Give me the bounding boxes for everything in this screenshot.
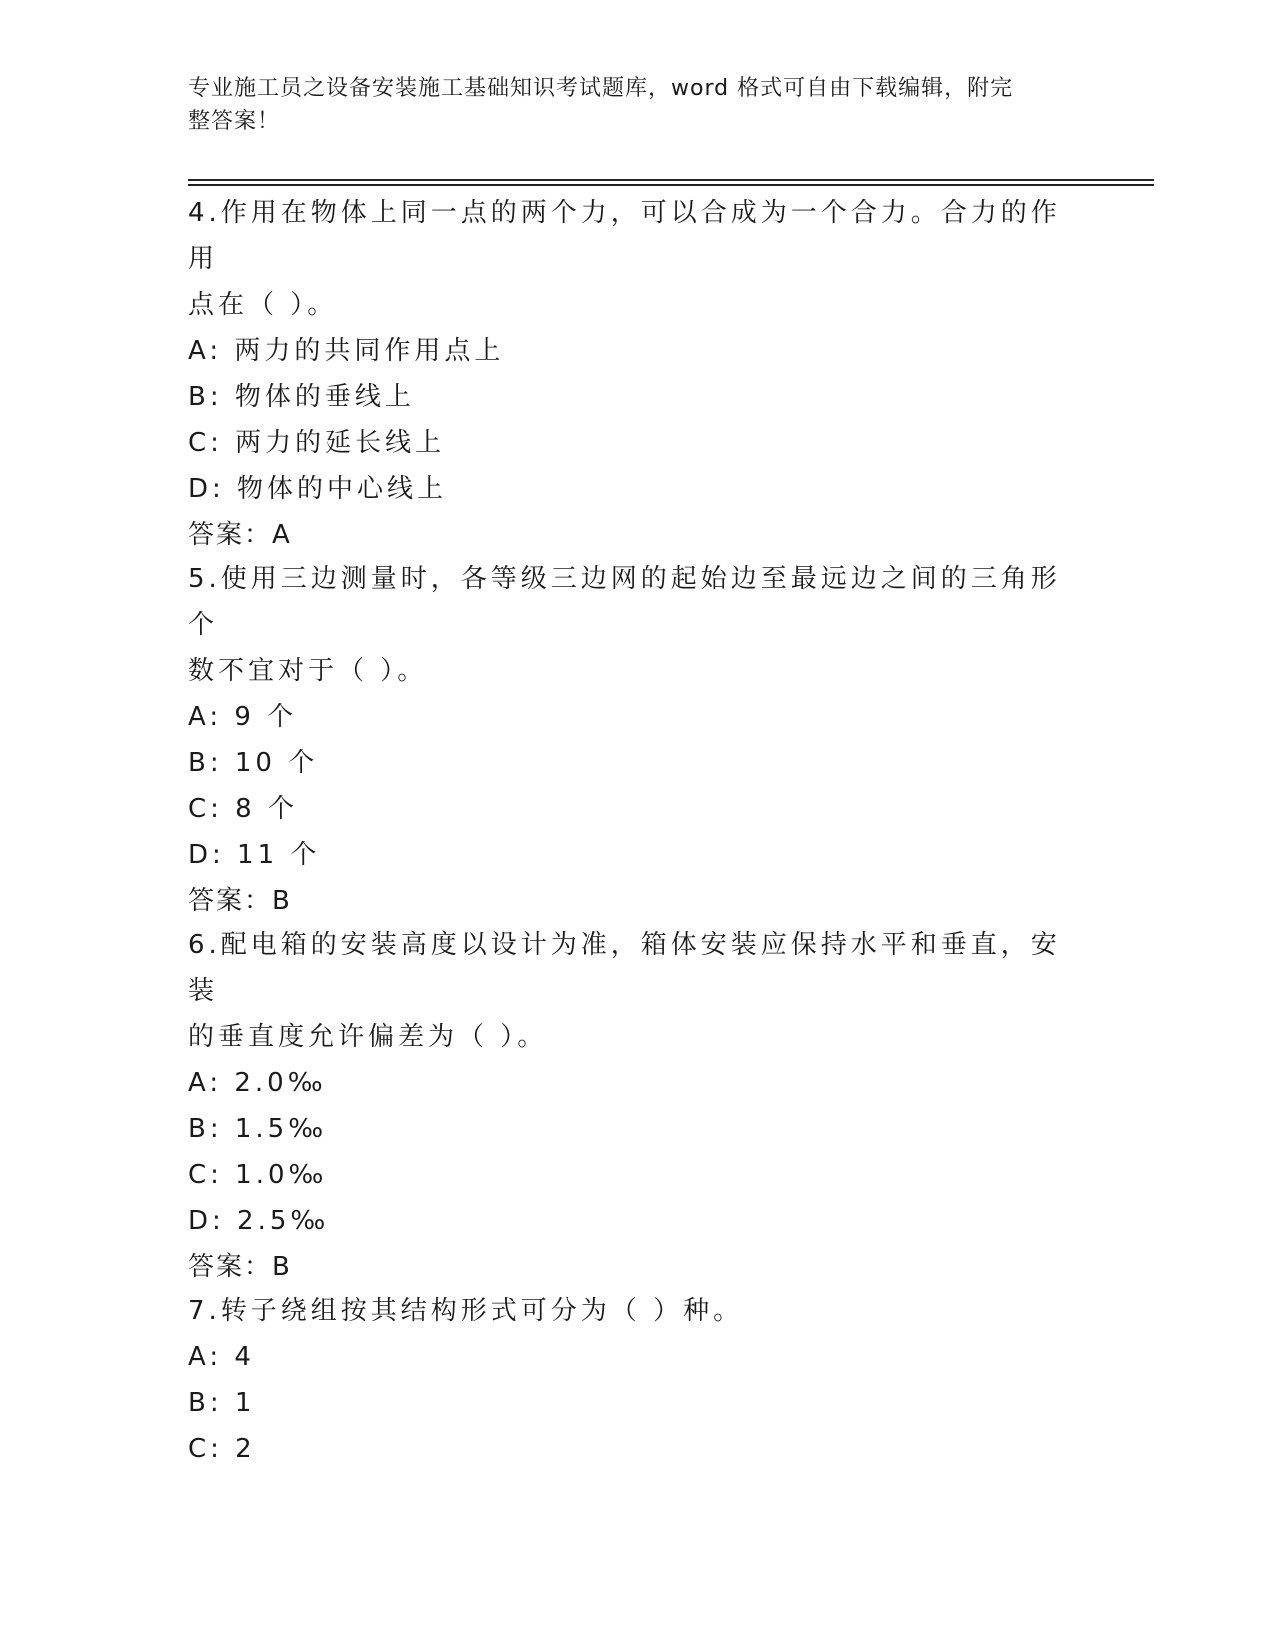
option-a: A: 9 个: [188, 702, 298, 732]
question-stem-cont: 的垂直度允许偏差为（ ）。: [188, 1022, 548, 1052]
question-stem-cont: 数不宜对于（ ）。: [188, 656, 428, 686]
option-b: B: 1.5‰: [188, 1114, 328, 1144]
header-line-2: 整答案！: [188, 109, 281, 134]
option-c: C: 8 个: [188, 794, 298, 824]
option-b: B: 10 个: [188, 748, 319, 778]
question-4: [188, 190, 1068, 558]
question-6: [188, 922, 1068, 1290]
question-stem: 4.作用在物体上同一点的两个力，可以合成为一个合力。合力的作用: [188, 198, 1061, 274]
answer: 答案：B: [188, 886, 292, 916]
option-c: C: 2: [188, 1434, 256, 1464]
question-stem-cont: 点在（ ）。: [188, 290, 338, 320]
header-divider-bottom: [188, 184, 1154, 186]
question-5: [188, 556, 1068, 924]
header-divider-top: [188, 179, 1154, 181]
option-d: D: 11 个: [188, 840, 321, 870]
answer: 答案：B: [188, 1252, 292, 1282]
option-c: C: 1.0‰: [188, 1160, 328, 1190]
question-stem: 5.使用三边测量时，各等级三边网的起始边至最远边之间的三角形个: [188, 564, 1061, 640]
question-7: [188, 1288, 1068, 1472]
document-header: [188, 72, 1068, 138]
option-c: C: 两力的延长线上: [188, 428, 446, 458]
option-a: A: 两力的共同作用点上: [188, 336, 505, 366]
answer: 答案：A: [188, 520, 292, 550]
option-d: D: 物体的中心线上: [188, 474, 448, 504]
option-d: D: 2.5‰: [188, 1206, 330, 1236]
option-a: A: 2.0‰: [188, 1068, 327, 1098]
header-line-1: 专业施工员之设备安装施工基础知识考试题库，word 格式可自由下载编辑，附完: [188, 76, 1014, 101]
question-stem: 6.配电箱的安装高度以设计为准，箱体安装应保持水平和垂直，安装: [188, 930, 1061, 1006]
question-stem: 7.转子绕组按其结构形式可分为（ ）种。: [188, 1296, 744, 1326]
option-a: A: 4: [188, 1342, 255, 1372]
option-b: B: 物体的垂线上: [188, 382, 415, 412]
option-b: B: 1: [188, 1388, 256, 1418]
